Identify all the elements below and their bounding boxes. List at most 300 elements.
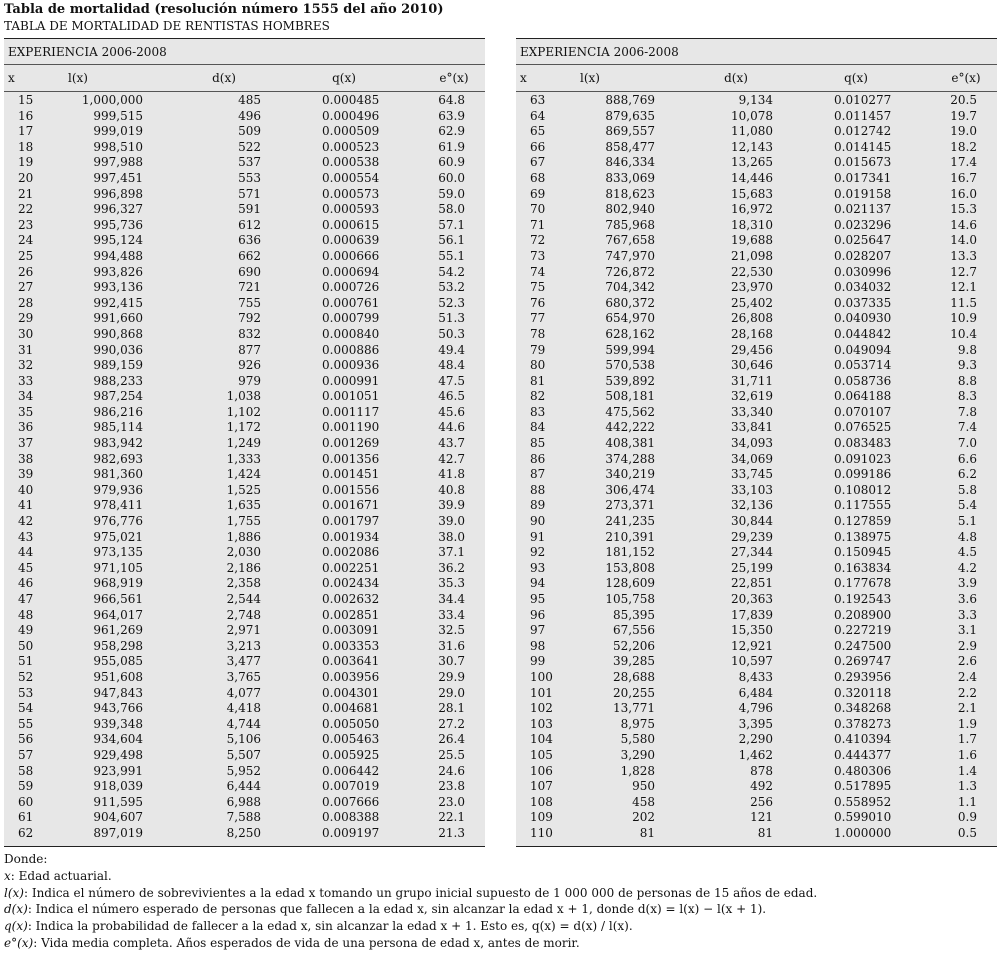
- table-row: [516, 374, 997, 390]
- cell-dx: 496: [238, 108, 261, 123]
- cell-ex: 7.8: [957, 404, 977, 419]
- cell-ex: 46.5: [438, 389, 465, 404]
- cell-lx: 408,381: [605, 436, 655, 451]
- cell-x: 46: [18, 576, 34, 591]
- cell-qx: 0.000509: [322, 124, 380, 139]
- table-row: [516, 483, 997, 499]
- cell-ex: 5.4: [957, 498, 977, 513]
- cell-lx: 846,334: [605, 155, 655, 170]
- cell-dx: 32,136: [731, 498, 773, 513]
- cell-qx: 0.001934: [322, 529, 380, 544]
- experience-label: EXPERIENCIA 2006-2008: [520, 45, 679, 59]
- table-row: [4, 109, 485, 125]
- table-row: [516, 561, 997, 577]
- cell-x: 36: [18, 420, 34, 435]
- cell-dx: 30,646: [731, 358, 773, 373]
- cell-qx: 0.005925: [322, 747, 380, 762]
- cell-x: 105: [530, 747, 553, 762]
- cell-lx: 987,254: [93, 389, 143, 404]
- cell-lx: 28,688: [613, 669, 655, 684]
- cell-ex: 60.9: [438, 155, 465, 170]
- cell-x: 26: [18, 264, 34, 279]
- cell-qx: 0.127859: [834, 514, 892, 529]
- cell-ex: 51.3: [438, 311, 465, 326]
- table-row: [4, 779, 485, 795]
- cell-qx: 0.002086: [322, 545, 380, 560]
- cell-dx: 14,446: [731, 170, 773, 185]
- cell-dx: 4,796: [738, 701, 773, 716]
- cell-dx: 29,456: [731, 342, 773, 357]
- table-row: [4, 530, 485, 546]
- cell-x: 100: [530, 669, 553, 684]
- cell-lx: 981,360: [93, 467, 143, 482]
- cell-lx: 273,371: [605, 498, 655, 513]
- cell-dx: 22,530: [731, 264, 773, 279]
- cell-qx: 0.003091: [322, 623, 380, 638]
- table-body-left: [4, 93, 485, 842]
- table-row: [516, 654, 997, 670]
- table-row: [4, 358, 485, 374]
- table-row: [516, 93, 997, 109]
- cell-qx: 0.004681: [322, 701, 380, 716]
- cell-lx: 929,498: [93, 747, 143, 762]
- cell-qx: 0.000573: [322, 186, 380, 201]
- cell-qx: 0.000886: [322, 342, 380, 357]
- cell-lx: 999,019: [93, 124, 143, 139]
- cell-ex: 0.9: [957, 810, 977, 825]
- cell-ex: 12.7: [950, 264, 977, 279]
- cell-qx: 0.378273: [834, 716, 892, 731]
- cell-dx: 10,597: [731, 654, 773, 669]
- table-row: [516, 498, 997, 514]
- cell-lx: 934,604: [93, 732, 143, 747]
- cell-ex: 6.2: [957, 467, 977, 482]
- table-row: [4, 155, 485, 171]
- cell-qx: 0.000799: [322, 311, 380, 326]
- table-row: [516, 109, 997, 125]
- cell-qx: 0.023296: [834, 217, 892, 232]
- cell-ex: 35.3: [438, 576, 465, 591]
- cell-dx: 926: [238, 358, 261, 373]
- cell-lx: 992,415: [93, 295, 143, 310]
- cell-dx: 16,972: [731, 202, 773, 217]
- cell-dx: 29,239: [731, 529, 773, 544]
- cell-x: 31: [18, 342, 34, 357]
- cell-qx: 0.083483: [834, 436, 892, 451]
- note-text: : Indica el número de sobrevivientes a la edad x tomando un grupo inicial supuesto de 1 000 000 de personas de 15 años de edad.: [23, 885, 818, 900]
- cell-lx: 599,994: [605, 342, 655, 357]
- cell-x: 32: [18, 358, 34, 373]
- cell-lx: 988,233: [93, 373, 143, 388]
- divider: [516, 64, 997, 65]
- cell-dx: 256: [750, 794, 773, 809]
- cell-lx: 8,975: [620, 716, 655, 731]
- table-row: [4, 576, 485, 592]
- cell-lx: 955,085: [93, 654, 143, 669]
- divider: [4, 91, 485, 92]
- cell-qx: 0.517895: [834, 779, 892, 794]
- table-row: [4, 389, 485, 405]
- note-term: d(x): [4, 902, 28, 917]
- table-row: [516, 358, 997, 374]
- cell-qx: 0.208900: [834, 607, 892, 622]
- cell-lx: 442,222: [605, 420, 655, 435]
- cell-lx: 978,411: [93, 498, 143, 513]
- cell-qx: 0.091023: [834, 451, 892, 466]
- table-row: [516, 686, 997, 702]
- cell-lx: 991,660: [93, 311, 143, 326]
- cell-qx: 0.293956: [834, 669, 892, 684]
- cell-dx: 6,444: [226, 779, 261, 794]
- cell-ex: 30.7: [438, 654, 465, 669]
- cell-qx: 0.320118: [834, 685, 892, 700]
- cell-x: 53: [18, 685, 34, 700]
- cell-x: 65: [530, 124, 546, 139]
- cell-x: 60: [18, 794, 34, 809]
- cell-qx: 0.001269: [322, 436, 380, 451]
- cell-x: 50: [18, 638, 34, 653]
- cell-lx: 570,538: [605, 358, 655, 373]
- cell-lx: 983,942: [93, 436, 143, 451]
- cell-dx: 1,038: [226, 389, 261, 404]
- table-row: [516, 764, 997, 780]
- cell-lx: 1,828: [620, 763, 655, 778]
- cell-lx: 202: [632, 810, 655, 825]
- cell-dx: 492: [750, 779, 773, 794]
- cell-ex: 3.9: [957, 576, 977, 591]
- table-header: [4, 2, 444, 34]
- cell-dx: 21,098: [731, 248, 773, 263]
- cell-ex: 19.0: [950, 124, 977, 139]
- cell-lx: 918,039: [93, 779, 143, 794]
- cell-x: 101: [530, 685, 553, 700]
- table-row: [516, 717, 997, 733]
- cell-ex: 43.7: [438, 436, 465, 451]
- cell-x: 42: [18, 514, 34, 529]
- cell-dx: 878: [750, 763, 773, 778]
- cell-lx: 628,162: [605, 326, 655, 341]
- cell-ex: 2.4: [957, 669, 977, 684]
- cell-ex: 63.9: [438, 108, 465, 123]
- cell-ex: 64.8: [438, 93, 465, 107]
- cell-dx: 721: [238, 280, 261, 295]
- cell-lx: 997,451: [93, 170, 143, 185]
- cell-qx: 0.000666: [322, 248, 380, 263]
- cell-dx: 6,988: [226, 794, 261, 809]
- table-row: [516, 155, 997, 171]
- cell-x: 66: [530, 139, 546, 154]
- table-row: [516, 249, 997, 265]
- cell-ex: 4.2: [957, 560, 977, 575]
- cell-x: 95: [530, 592, 546, 606]
- cell-ex: 0.5: [957, 825, 977, 840]
- table-row: [516, 795, 997, 811]
- cell-x: 39: [18, 467, 34, 482]
- cell-dx: 11,080: [731, 124, 773, 139]
- cell-qx: 0.005463: [322, 732, 380, 747]
- cell-dx: 9,134: [738, 93, 773, 107]
- cell-ex: 10.4: [950, 326, 977, 341]
- table-row: [4, 296, 485, 312]
- cell-x: 28: [18, 295, 34, 310]
- cell-lx: 241,235: [605, 514, 655, 529]
- note-term: l(x): [4, 885, 24, 900]
- cell-lx: 904,607: [93, 810, 143, 825]
- cell-lx: 869,557: [605, 124, 655, 139]
- cell-qx: 0.015673: [834, 155, 892, 170]
- cell-lx: 879,635: [605, 108, 655, 123]
- cell-lx: 105,758: [605, 592, 655, 606]
- cell-qx: 0.000538: [322, 155, 380, 170]
- cell-ex: 47.5: [438, 373, 465, 388]
- note-ex: [4, 935, 817, 952]
- cell-dx: 612: [238, 217, 261, 232]
- cell-lx: 654,970: [605, 311, 655, 326]
- cell-qx: 0.064188: [834, 389, 892, 404]
- cell-lx: 976,776: [93, 514, 143, 529]
- cell-qx: 0.076525: [834, 420, 892, 435]
- cell-x: 44: [18, 545, 34, 560]
- cell-lx: 951,608: [93, 669, 143, 684]
- table-row: [4, 311, 485, 327]
- cell-lx: 995,124: [93, 233, 143, 248]
- cell-ex: 52.3: [438, 295, 465, 310]
- cell-x: 93: [530, 560, 546, 575]
- cell-qx: 0.000761: [322, 295, 380, 310]
- cell-lx: 971,105: [93, 560, 143, 575]
- cell-qx: 0.000840: [322, 326, 380, 341]
- cell-qx: 0.000485: [322, 93, 380, 107]
- cell-x: 67: [530, 155, 546, 170]
- cell-dx: 33,103: [731, 482, 773, 497]
- cell-dx: 5,106: [226, 732, 261, 747]
- cell-x: 87: [530, 467, 546, 482]
- column-header-lx: l(x): [580, 71, 600, 85]
- cell-x: 72: [530, 233, 546, 248]
- cell-dx: 28,168: [731, 326, 773, 341]
- cell-qx: 0.000593: [322, 202, 380, 217]
- table-row: [4, 93, 485, 109]
- cell-x: 106: [530, 763, 553, 778]
- cell-qx: 0.192543: [834, 592, 892, 606]
- cell-lx: 81: [639, 825, 655, 840]
- cell-dx: 1,635: [226, 498, 261, 513]
- table-panel-left: [4, 38, 485, 847]
- cell-dx: 34,093: [731, 436, 773, 451]
- cell-dx: 591: [238, 202, 261, 217]
- cell-ex: 29.0: [438, 685, 465, 700]
- cell-x: 43: [18, 529, 34, 544]
- cell-x: 52: [18, 669, 34, 684]
- note-text: : Edad actuarial.: [10, 868, 112, 883]
- cell-qx: 0.044842: [834, 326, 892, 341]
- note-term: q(x): [4, 919, 28, 934]
- cell-lx: 508,181: [605, 389, 655, 404]
- cell-x: 80: [530, 358, 546, 373]
- cell-x: 29: [18, 311, 34, 326]
- cell-x: 79: [530, 342, 546, 357]
- cell-qx: 0.000615: [322, 217, 380, 232]
- note-qx: [4, 918, 817, 935]
- cell-x: 17: [18, 124, 34, 139]
- cell-x: 20: [18, 170, 34, 185]
- cell-lx: 818,623: [605, 186, 655, 201]
- cell-lx: 858,477: [605, 139, 655, 154]
- cell-x: 94: [530, 576, 546, 591]
- cell-dx: 4,744: [226, 716, 261, 731]
- table-row: [516, 389, 997, 405]
- table-row: [4, 420, 485, 436]
- cell-qx: 0.000639: [322, 233, 380, 248]
- cell-x: 56: [18, 732, 34, 747]
- cell-ex: 1.9: [957, 716, 977, 731]
- cell-x: 51: [18, 654, 34, 669]
- cell-ex: 22.1: [438, 810, 465, 825]
- cell-lx: 950: [632, 779, 655, 794]
- cell-dx: 509: [238, 124, 261, 139]
- cell-dx: 4,077: [226, 685, 261, 700]
- table-row: [516, 608, 997, 624]
- cell-qx: 0.599010: [834, 810, 892, 825]
- cell-ex: 2.6: [957, 654, 977, 669]
- table-row: [516, 311, 997, 327]
- cell-qx: 0.010277: [834, 93, 892, 107]
- cell-x: 78: [530, 326, 546, 341]
- column-header-ex: e°(x): [951, 71, 981, 85]
- table-row: [4, 343, 485, 359]
- cell-ex: 34.4: [438, 592, 465, 606]
- cell-ex: 16.7: [950, 170, 977, 185]
- cell-lx: 973,135: [93, 545, 143, 560]
- cell-x: 103: [530, 716, 553, 731]
- cell-dx: 690: [238, 264, 261, 279]
- cell-dx: 15,350: [731, 623, 773, 638]
- cell-dx: 12,921: [731, 638, 773, 653]
- cell-x: 63: [530, 93, 546, 107]
- cell-dx: 20,363: [731, 592, 773, 606]
- cell-x: 74: [530, 264, 546, 279]
- cell-ex: 14.6: [950, 217, 977, 232]
- cell-qx: 0.099186: [834, 467, 892, 482]
- cell-ex: 25.5: [438, 747, 465, 762]
- note-text: : Indica la probabilidad de fallecer a la edad x, sin alcanzar la edad x + 1. Esto es, q(x) = d(x) / l(x).: [27, 919, 633, 934]
- cell-lx: 990,036: [93, 342, 143, 357]
- table-row: [4, 467, 485, 483]
- cell-dx: 1,249: [226, 436, 261, 451]
- cell-qx: 0.480306: [834, 763, 892, 778]
- table-row: [516, 343, 997, 359]
- cell-lx: 897,019: [93, 825, 143, 840]
- cell-ex: 1.4: [957, 763, 977, 778]
- cell-qx: 0.021137: [834, 202, 892, 217]
- cell-qx: 0.001117: [322, 404, 380, 419]
- cell-lx: 888,769: [605, 93, 655, 107]
- cell-qx: 0.006442: [322, 763, 380, 778]
- table-row: [4, 810, 485, 826]
- table-row: [516, 327, 997, 343]
- cell-x: 47: [18, 592, 34, 606]
- cell-dx: 5,507: [226, 747, 261, 762]
- cell-ex: 13.3: [950, 248, 977, 263]
- note-x: [4, 868, 817, 885]
- table-row: [516, 280, 997, 296]
- cell-lx: 958,298: [93, 638, 143, 653]
- cell-dx: 7,588: [226, 810, 261, 825]
- table-row: [4, 826, 485, 842]
- cell-ex: 33.4: [438, 607, 465, 622]
- cell-qx: 0.001451: [322, 467, 380, 482]
- cell-x: 86: [530, 451, 546, 466]
- cell-dx: 121: [750, 810, 773, 825]
- cell-dx: 1,755: [226, 514, 261, 529]
- cell-dx: 19,688: [731, 233, 773, 248]
- cell-ex: 42.7: [438, 451, 465, 466]
- cell-qx: 0.001671: [322, 498, 380, 513]
- table-row: [4, 452, 485, 468]
- cell-qx: 0.028207: [834, 248, 892, 263]
- table-row: [516, 826, 997, 842]
- cell-ex: 1.6: [957, 747, 977, 762]
- cell-lx: 181,152: [605, 545, 655, 560]
- cell-lx: 52,206: [613, 638, 655, 653]
- cell-x: 69: [530, 186, 546, 201]
- cell-dx: 485: [238, 93, 261, 107]
- cell-lx: 3,290: [620, 747, 655, 762]
- cell-x: 18: [18, 139, 34, 154]
- table-row: [4, 249, 485, 265]
- cell-dx: 1,333: [226, 451, 261, 466]
- cell-x: 38: [18, 451, 34, 466]
- cell-ex: 6.6: [957, 451, 977, 466]
- cell-lx: 128,609: [605, 576, 655, 591]
- cell-ex: 28.1: [438, 701, 465, 716]
- cell-ex: 36.2: [438, 560, 465, 575]
- cell-ex: 11.5: [950, 295, 977, 310]
- table-row: [4, 124, 485, 140]
- cell-x: 37: [18, 436, 34, 451]
- notes-intro: Donde:: [4, 852, 48, 866]
- cell-ex: 3.3: [957, 607, 977, 622]
- cell-ex: 29.9: [438, 669, 465, 684]
- cell-lx: 968,919: [93, 576, 143, 591]
- cell-x: 19: [18, 155, 34, 170]
- note-text: : Vida media completa. Años esperados de vida de una persona de edad x, antes de morir.: [33, 935, 580, 950]
- table-row: [4, 764, 485, 780]
- cell-dx: 8,250: [226, 825, 261, 840]
- cell-dx: 10,078: [731, 108, 773, 123]
- cell-x: 59: [18, 779, 34, 794]
- cell-dx: 8,433: [738, 669, 773, 684]
- cell-dx: 1,424: [226, 467, 261, 482]
- divider: [4, 64, 485, 65]
- cell-qx: 0.001797: [322, 514, 380, 529]
- cell-dx: 25,199: [731, 560, 773, 575]
- cell-lx: 39,285: [613, 654, 655, 669]
- cell-dx: 755: [238, 295, 261, 310]
- cell-qx: 0.003641: [322, 654, 380, 669]
- cell-x: 81: [530, 373, 546, 388]
- cell-lx: 20,255: [613, 685, 655, 700]
- cell-qx: 0.138975: [834, 529, 892, 544]
- cell-ex: 38.0: [438, 529, 465, 544]
- cell-ex: 53.2: [438, 280, 465, 295]
- cell-x: 40: [18, 482, 34, 497]
- cell-x: 89: [530, 498, 546, 513]
- cell-lx: 939,348: [93, 716, 143, 731]
- cell-qx: 0.005050: [322, 716, 380, 731]
- column-header-dx: d(x): [212, 71, 236, 85]
- cell-lx: 833,069: [605, 170, 655, 185]
